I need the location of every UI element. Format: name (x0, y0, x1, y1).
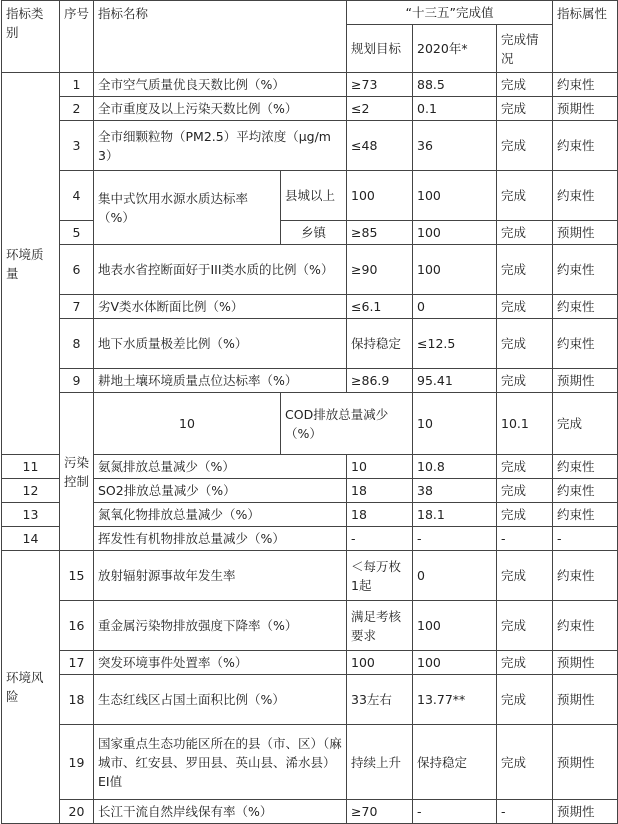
row-no: 11 (2, 455, 60, 479)
row-no: 1 (60, 73, 94, 97)
row-value: 95.41 (413, 369, 497, 393)
row-attr: 预期性 (553, 369, 618, 393)
header-attr: 指标属性 (553, 1, 618, 73)
header-status: 完成情况 (497, 25, 553, 73)
row-no: 4 (60, 171, 94, 221)
row-value: ≤12.5 (413, 319, 497, 369)
row-plan: 18 (347, 479, 413, 503)
row-name: 放射辐射源事故年发生率 (94, 551, 347, 601)
category-env-quality: 环境质量 (2, 73, 60, 455)
row-attr: 约束性 (553, 455, 618, 479)
row-name: COD排放总量减少（%） (281, 393, 413, 455)
row-attr: 约束性 (553, 295, 618, 319)
row-value: 36 (413, 121, 497, 171)
row-name: 挥发性有机物排放总量减少（%） (94, 527, 347, 551)
row-no: 18 (60, 675, 94, 725)
row-attr: 约束性 (553, 551, 618, 601)
row-plan: 33左右 (347, 675, 413, 725)
row-plan: 保持稳定 (347, 319, 413, 369)
row-status: - (497, 527, 553, 551)
row-plan: ≥85 (347, 221, 413, 245)
row-value: - (413, 800, 497, 824)
header-category: 指标类别 (2, 1, 60, 73)
row-value: 100 (413, 221, 497, 245)
row-value: 10.8 (413, 455, 497, 479)
category-env-risk: 环境风险 (2, 551, 60, 824)
row-plan: 18 (347, 503, 413, 527)
row-value: 13.77** (413, 675, 497, 725)
row-name: 长江干流自然岸线保有率（%） (94, 800, 347, 824)
row-status: 完成 (497, 121, 553, 171)
row-value: 0 (413, 551, 497, 601)
row-value: 保持稳定 (413, 725, 497, 800)
row-plan: ≤6.1 (347, 295, 413, 319)
row-value: 88.5 (413, 73, 497, 97)
row-no: 5 (60, 221, 94, 245)
row-name: 全市重度及以上污染天数比例（%） (94, 97, 347, 121)
row-no: 17 (60, 651, 94, 675)
row-plan: - (347, 527, 413, 551)
row-status: 完成 (497, 319, 553, 369)
row-no: 14 (2, 527, 60, 551)
row-plan: ＜每万枚1起 (347, 551, 413, 601)
row-name: 氨氮排放总量减少（%） (94, 455, 347, 479)
row-name: 劣Ⅴ类水体断面比例（%） (94, 295, 347, 319)
row-status: 完成 (497, 601, 553, 651)
row-name: SO2排放总量减少（%） (94, 479, 347, 503)
row-status: 完成 (497, 479, 553, 503)
row-attr: 约束性 (553, 319, 618, 369)
row-plan: 100 (347, 171, 413, 221)
row-value: 18.1 (413, 503, 497, 527)
row-no: 10 (94, 393, 281, 455)
row-name: 生态红线区占国土面积比例（%） (94, 675, 347, 725)
row-value: 100 (413, 171, 497, 221)
row-plan: 持续上升 (347, 725, 413, 800)
header-name: 指标名称 (94, 1, 347, 73)
row-plan: ≥70 (347, 800, 413, 824)
row-status: 完成 (553, 393, 618, 455)
row-name: 地下水质量极差比例（%） (94, 319, 347, 369)
row-status: 完成 (497, 221, 553, 245)
row-value: 10.1 (497, 393, 553, 455)
row-status: 完成 (497, 455, 553, 479)
row-name: 耕地土壤环境质量点位达标率（%） (94, 369, 347, 393)
row-no: 19 (60, 725, 94, 800)
row-status: 完成 (497, 369, 553, 393)
row-no: 12 (2, 479, 60, 503)
row-plan: 满足考核要求 (347, 601, 413, 651)
row-attr: 约束性 (553, 73, 618, 97)
row-no: 8 (60, 319, 94, 369)
row-plan: 10 (413, 393, 497, 455)
row-name: 全市空气质量优良天数比例（%） (94, 73, 347, 97)
row-value: - (413, 527, 497, 551)
row-attr: 约束性 (553, 479, 618, 503)
row-name: 突发环境事件处置率（%） (94, 651, 347, 675)
row-attr: 约束性 (553, 121, 618, 171)
row-value: 38 (413, 479, 497, 503)
header-plan: 规划目标 (347, 25, 413, 73)
row-attr: - (553, 527, 618, 551)
indicator-table (1, 0, 618, 824)
row-name: 国家重点生态功能区所在的县（市、区）（麻城市、红安县、罗田县、英山县、浠水县）EI值 (94, 725, 347, 800)
row-plan: ≥73 (347, 73, 413, 97)
row-name: 重金属污染物排放强度下降率（%） (94, 601, 347, 651)
row-name: 集中式饮用水源水质达标率（%） (94, 171, 281, 245)
row-plan: 10 (347, 455, 413, 479)
row-attr: 约束性 (553, 245, 618, 295)
row-attr: 预期性 (553, 651, 618, 675)
row-status: 完成 (497, 675, 553, 725)
row-name: 地表水省控断面好于III类水质的比例（%） (94, 245, 347, 295)
row-subname: 县城以上 (281, 171, 347, 221)
row-attr: 约束性 (553, 503, 618, 527)
row-status: 完成 (497, 651, 553, 675)
row-attr: 约束性 (553, 601, 618, 651)
row-no: 13 (2, 503, 60, 527)
header-no: 序号 (60, 1, 94, 73)
row-plan: ≤2 (347, 97, 413, 121)
row-attr: 预期性 (553, 221, 618, 245)
row-status: 完成 (497, 503, 553, 527)
row-no: 15 (60, 551, 94, 601)
row-name: 全市细颗粒物（PM2.5）平均浓度（μg/m3） (94, 121, 347, 171)
row-subname: 乡镇 (281, 221, 347, 245)
row-status: 完成 (497, 295, 553, 319)
row-status: 完成 (497, 245, 553, 295)
row-status: 完成 (497, 551, 553, 601)
row-plan: ≥90 (347, 245, 413, 295)
row-status: 完成 (497, 725, 553, 800)
row-attr: 预期性 (553, 800, 618, 824)
row-no: 2 (60, 97, 94, 121)
row-value: 100 (413, 601, 497, 651)
row-no: 20 (60, 800, 94, 824)
row-attr: 预期性 (553, 675, 618, 725)
row-status: 完成 (497, 73, 553, 97)
row-no: 6 (60, 245, 94, 295)
row-no: 7 (60, 295, 94, 319)
row-no: 9 (60, 369, 94, 393)
row-plan: 100 (347, 651, 413, 675)
row-status: 完成 (497, 97, 553, 121)
row-attr: 预期性 (553, 725, 618, 800)
row-attr: 预期性 (553, 97, 618, 121)
category-pollution: 污染控制 (60, 393, 94, 551)
row-status: - (497, 800, 553, 824)
header-group: “十三五”完成值 (347, 1, 553, 25)
row-plan: ≥86.9 (347, 369, 413, 393)
row-plan: ≤48 (347, 121, 413, 171)
row-attr: 约束性 (553, 171, 618, 221)
row-status: 完成 (497, 171, 553, 221)
row-value: 0 (413, 295, 497, 319)
row-value: 100 (413, 651, 497, 675)
row-value: 0.1 (413, 97, 497, 121)
row-value: 100 (413, 245, 497, 295)
row-no: 3 (60, 121, 94, 171)
header-year: 2020年* (413, 25, 497, 73)
row-no: 16 (60, 601, 94, 651)
row-name: 氮氧化物排放总量减少（%） (94, 503, 347, 527)
